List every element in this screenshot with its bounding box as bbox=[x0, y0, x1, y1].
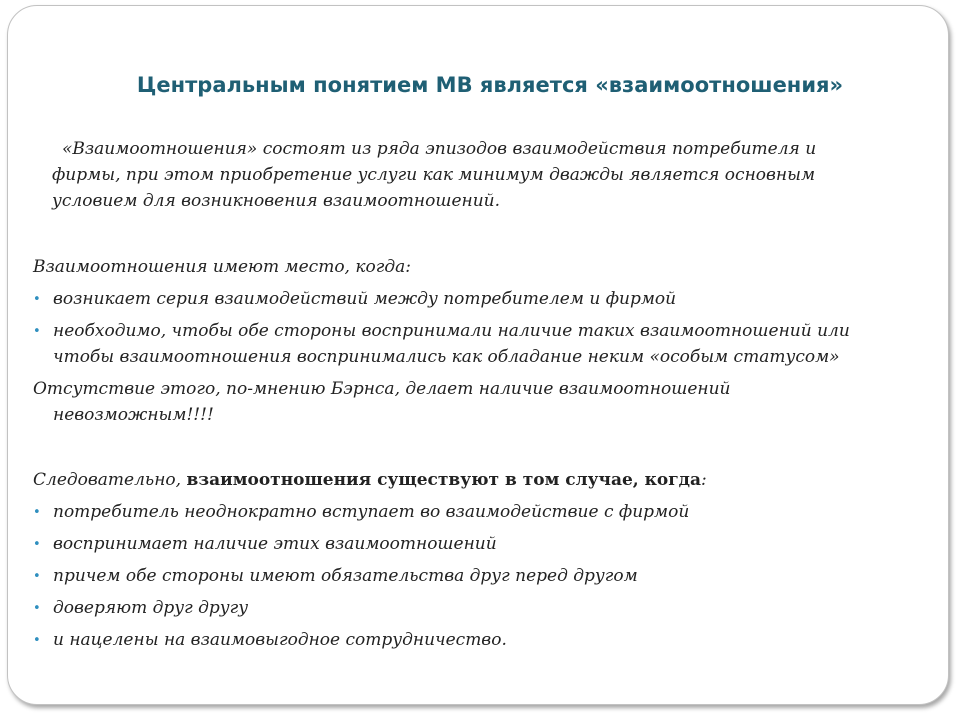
list-item bbox=[33, 286, 933, 312]
intro-paragraph bbox=[52, 136, 882, 214]
list-item-text: возникает серия взаимодействий между потребителем и фирмой bbox=[53, 289, 677, 309]
list-item bbox=[33, 499, 933, 525]
intro-line-1: «Взаимоотношения» состоят из ряда эпизодов взаимодействия потребителя и bbox=[62, 139, 817, 159]
existence-heading-prefix: Следовательно, bbox=[33, 470, 187, 490]
conditions-list bbox=[33, 286, 933, 370]
list-item-text: необходимо, чтобы обе стороны воспринимали наличие таких взаимоотношений или bbox=[53, 321, 850, 341]
intro-line-2: фирмы, при этом приобретение услуги как минимум дважды является основным bbox=[52, 165, 816, 185]
bullet-icon: • bbox=[33, 537, 41, 552]
list-item-text-cont: чтобы взаимоотношения воспринимались как обладание неким «особым статусом» bbox=[53, 347, 840, 367]
bullet-icon: • bbox=[33, 633, 41, 648]
bullet-icon: • bbox=[33, 601, 41, 616]
list-item-text: потребитель неоднократно вступает во взаимодействие с фирмой bbox=[53, 502, 690, 522]
list-item bbox=[33, 531, 933, 557]
absence-note: Отсутствие этого, по-мнению Бэрнса, делает наличие взаимоотношений bbox=[33, 379, 731, 399]
list-item bbox=[33, 563, 933, 589]
bullet-icon: • bbox=[33, 324, 41, 339]
section-conditions bbox=[33, 254, 933, 428]
list-item-text: причем обе стороны имеют обязательства друг перед другом bbox=[53, 566, 638, 586]
list-item bbox=[33, 627, 933, 653]
bullet-icon: • bbox=[33, 505, 41, 520]
section-existence bbox=[33, 467, 933, 659]
list-item-text: воспринимает наличие этих взаимоотношений bbox=[53, 534, 497, 554]
bullet-icon: • bbox=[33, 292, 41, 307]
existence-heading-bold: взаимоотношения существуют в том случае, когда bbox=[186, 470, 702, 490]
existence-list bbox=[33, 499, 933, 653]
list-item bbox=[33, 595, 933, 621]
absence-note-cont: невозможным!!!! bbox=[53, 405, 214, 425]
list-item-text: доверяют друг другу bbox=[53, 598, 249, 618]
intro-line-3: условием для возникновения взаимоотношений. bbox=[52, 191, 501, 211]
list-item-text: и нацелены на взаимовыгодное сотрудничество. bbox=[53, 630, 507, 650]
bullet-icon: • bbox=[33, 569, 41, 584]
conditions-heading: Взаимоотношения имеют место, когда: bbox=[33, 257, 411, 277]
list-item bbox=[33, 318, 933, 370]
slide-title: Центральным понятием МВ является «взаимоотношения» bbox=[136, 73, 844, 97]
existence-heading bbox=[33, 467, 933, 493]
existence-heading-suffix: : bbox=[701, 470, 707, 490]
